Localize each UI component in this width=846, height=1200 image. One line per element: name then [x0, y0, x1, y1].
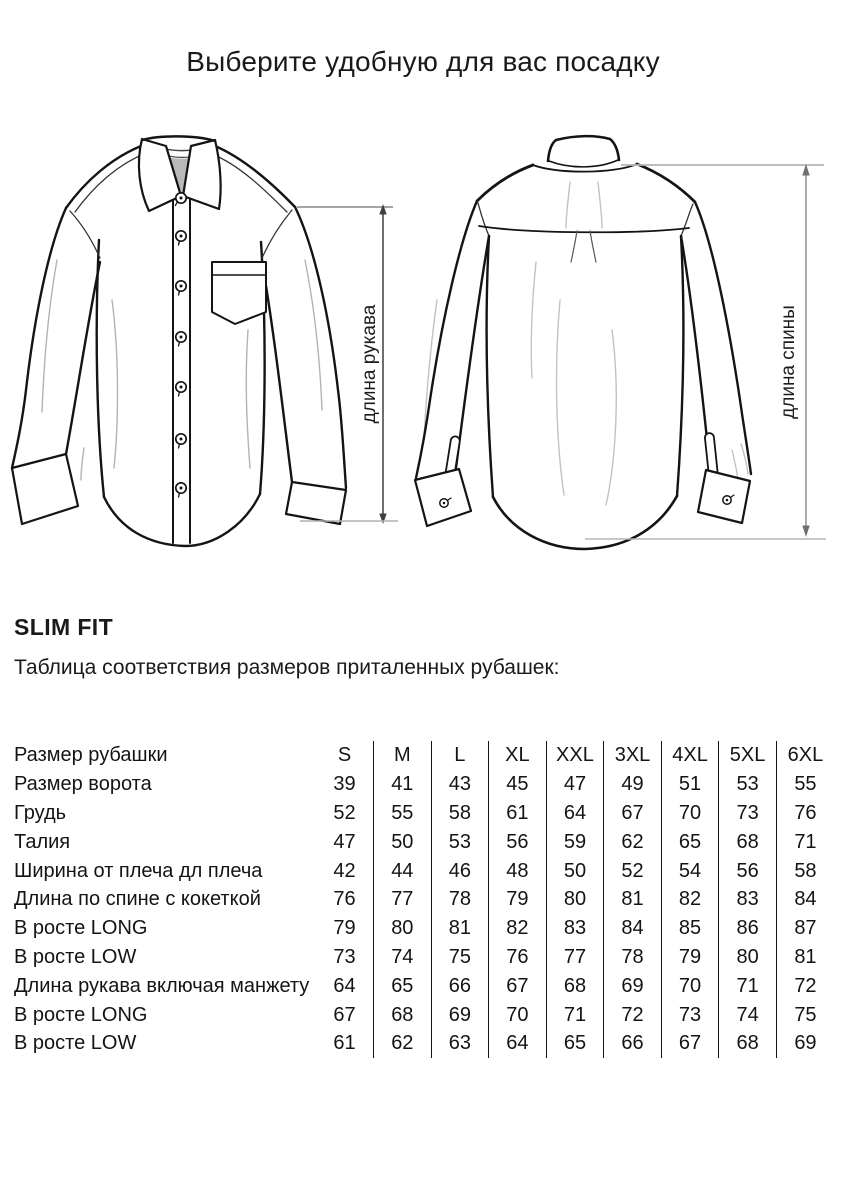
row-label: В росте LONG: [14, 1003, 148, 1026]
sleeve-length-label: длина рукава: [359, 304, 380, 424]
size-value-cell: 64: [333, 974, 356, 997]
table-row: [14, 914, 834, 943]
size-value-cell: 65: [374, 971, 432, 1000]
size-value-cell: 74: [374, 943, 432, 972]
row-label: Длина рукава включая манжету: [14, 974, 310, 997]
size-value-cell: 68: [719, 827, 777, 856]
size-value-cell: 66: [604, 1029, 662, 1058]
size-value-cell: 61: [489, 799, 547, 828]
size-value-cell: 71: [719, 971, 777, 1000]
table-row: [14, 856, 834, 885]
row-label: В росте LONG: [14, 917, 148, 940]
size-value-cell: 49: [604, 770, 662, 799]
size-value-cell: 61: [333, 1032, 356, 1055]
size-value-cell: 70: [489, 1000, 547, 1029]
size-value-cell: 79: [661, 943, 719, 972]
size-value-cell: 77: [374, 885, 432, 914]
size-value-cell: 54: [661, 856, 719, 885]
table-row: [14, 971, 834, 1000]
table-row: [14, 741, 834, 770]
back-length-label: длина спины: [778, 305, 799, 419]
size-value-cell: 87: [776, 914, 834, 943]
size-value-cell: 42: [333, 859, 356, 882]
size-value-cell: 66: [431, 971, 489, 1000]
size-value-cell: 47: [546, 770, 604, 799]
size-value-cell: 71: [546, 1000, 604, 1029]
size-value-cell: 43: [431, 770, 489, 799]
size-value-cell: 77: [546, 943, 604, 972]
size-value-cell: 50: [374, 827, 432, 856]
size-value-cell: 75: [776, 1000, 834, 1029]
size-value-cell: 83: [719, 885, 777, 914]
size-value-cell: 70: [661, 971, 719, 1000]
size-value-cell: 79: [489, 885, 547, 914]
size-value-cell: 84: [776, 885, 834, 914]
size-value-cell: 41: [374, 770, 432, 799]
size-value-cell: 72: [776, 971, 834, 1000]
table-row: [14, 943, 834, 972]
size-value-cell: 68: [374, 1000, 432, 1029]
size-value-cell: 82: [489, 914, 547, 943]
size-value-cell: 65: [661, 827, 719, 856]
size-value-cell: 51: [661, 770, 719, 799]
size-value-cell: 58: [776, 856, 834, 885]
size-value-cell: 70: [661, 799, 719, 828]
table-row: [14, 1029, 834, 1058]
size-value-cell: 83: [546, 914, 604, 943]
size-value-cell: 56: [489, 827, 547, 856]
size-value-cell: 5XL: [719, 741, 777, 770]
size-value-cell: 62: [374, 1029, 432, 1058]
size-value-cell: 59: [546, 827, 604, 856]
size-value-cell: 72: [604, 1000, 662, 1029]
size-value-cell: 53: [431, 827, 489, 856]
size-value-cell: XXL: [546, 741, 604, 770]
size-value-cell: 3XL: [604, 741, 662, 770]
size-value-cell: 73: [719, 799, 777, 828]
page-title: Выберите удобную для вас посадку: [186, 46, 660, 77]
size-value-cell: 69: [604, 971, 662, 1000]
arrowhead-down-icon: [802, 526, 809, 538]
size-value-cell: 44: [374, 856, 432, 885]
row-label: В росте LOW: [14, 945, 137, 968]
size-value-cell: 45: [489, 770, 547, 799]
row-label: Размер ворота: [14, 773, 152, 796]
size-value-cell: 73: [333, 945, 356, 968]
size-value-cell: 84: [604, 914, 662, 943]
size-value-cell: 81: [431, 914, 489, 943]
size-value-cell: 64: [489, 1029, 547, 1058]
size-value-cell: 85: [661, 914, 719, 943]
size-value-cell: 48: [489, 856, 547, 885]
size-value-cell: 80: [374, 914, 432, 943]
size-value-cell: 74: [719, 1000, 777, 1029]
size-value-cell: 52: [604, 856, 662, 885]
size-value-cell: 75: [431, 943, 489, 972]
size-value-cell: 69: [431, 1000, 489, 1029]
size-value-cell: 78: [431, 885, 489, 914]
size-value-cell: 52: [333, 801, 356, 824]
size-value-cell: 68: [546, 971, 604, 1000]
table-row: [14, 770, 834, 799]
size-value-cell: 78: [604, 943, 662, 972]
size-value-cell: 47: [333, 830, 356, 853]
fit-heading: SLIM FIT: [14, 614, 114, 640]
size-table: [14, 741, 834, 1058]
size-value-cell: 86: [719, 914, 777, 943]
row-label: Размер рубашки: [14, 744, 168, 767]
row-label: Талия: [14, 830, 71, 853]
size-value-cell: 64: [546, 799, 604, 828]
row-label: Длина по спине с кокеткой: [14, 888, 261, 911]
size-value-cell: 68: [719, 1029, 777, 1058]
row-label: Грудь: [14, 801, 67, 824]
size-value-cell: 55: [374, 799, 432, 828]
size-value-cell: 50: [546, 856, 604, 885]
size-value-cell: 4XL: [661, 741, 719, 770]
size-value-cell: 6XL: [776, 741, 834, 770]
row-label: Ширина от плеча дл плеча: [14, 859, 263, 882]
size-value-cell: 80: [719, 943, 777, 972]
arrowhead-up-icon: [379, 204, 386, 215]
size-value-cell: 76: [333, 888, 356, 911]
size-value-cell: 53: [719, 770, 777, 799]
size-value-cell: 58: [431, 799, 489, 828]
arrowhead-down-icon: [379, 514, 386, 525]
size-value-cell: 56: [719, 856, 777, 885]
size-value-cell: 76: [489, 943, 547, 972]
size-value-cell: 67: [333, 1003, 356, 1026]
size-value-cell: 81: [604, 885, 662, 914]
shirt-back-drawing: [415, 136, 751, 549]
table-row: [14, 1000, 834, 1029]
shirt-front-drawing: [12, 136, 346, 546]
size-table-body: [14, 741, 834, 1058]
size-value-cell: 63: [431, 1029, 489, 1058]
table-row: [14, 885, 834, 914]
size-value-cell: 62: [604, 827, 662, 856]
front-buttons: [175, 193, 186, 497]
size-value-cell: 65: [546, 1029, 604, 1058]
size-value-cell: L: [431, 741, 489, 770]
table-caption: Таблица соответствия размеров приталенных рубашек:: [14, 656, 560, 679]
size-value-cell: 81: [776, 943, 834, 972]
size-value-cell: XL: [489, 741, 547, 770]
size-value-cell: 39: [333, 773, 356, 796]
size-value-cell: S: [337, 744, 352, 767]
size-value-cell: 69: [776, 1029, 834, 1058]
size-value-cell: M: [374, 741, 432, 770]
size-value-cell: 82: [661, 885, 719, 914]
size-value-cell: 76: [776, 799, 834, 828]
size-value-cell: 71: [776, 827, 834, 856]
size-value-cell: 79: [333, 917, 356, 940]
row-label: В росте LOW: [14, 1032, 137, 1055]
size-value-cell: 46: [431, 856, 489, 885]
table-row: [14, 827, 834, 856]
size-value-cell: 67: [489, 971, 547, 1000]
size-value-cell: 55: [776, 770, 834, 799]
size-value-cell: 73: [661, 1000, 719, 1029]
size-value-cell: 80: [546, 885, 604, 914]
table-row: [14, 799, 834, 828]
size-value-cell: 67: [604, 799, 662, 828]
size-value-cell: 67: [661, 1029, 719, 1058]
